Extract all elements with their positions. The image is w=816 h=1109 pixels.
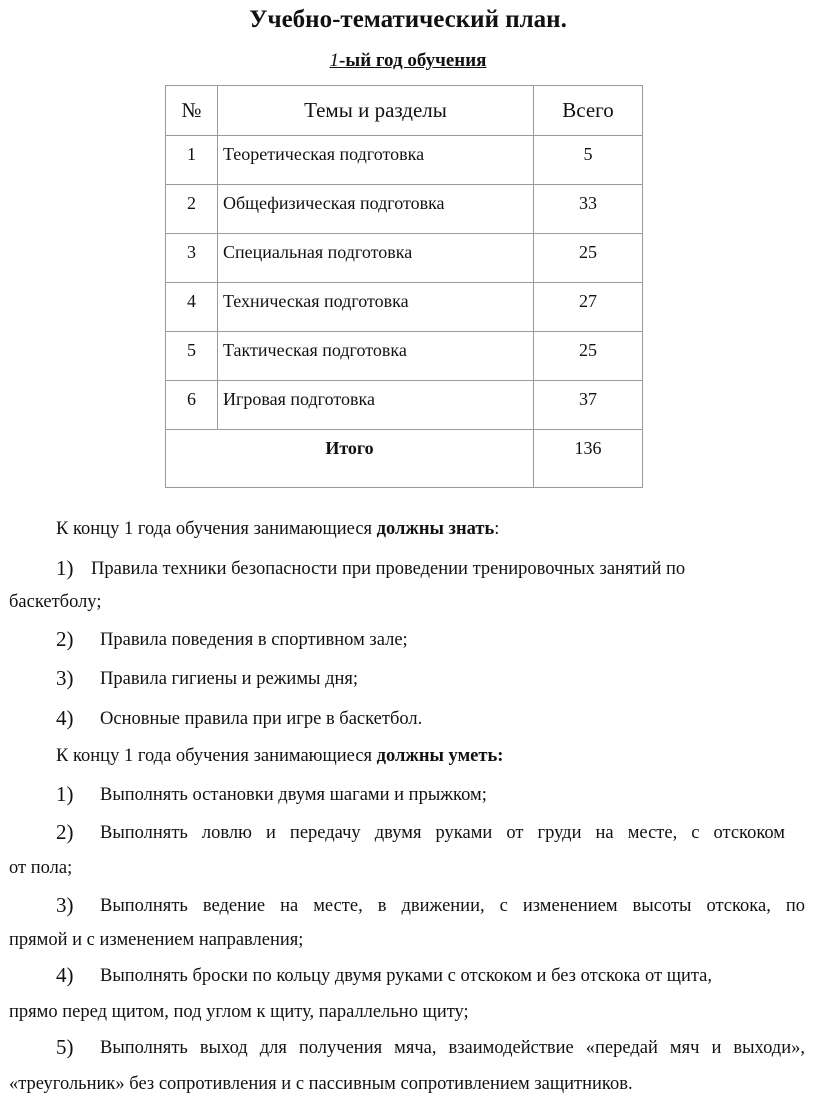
header-total: Всего [534,86,643,136]
know-item-2-line-1: Правила поведения в спортивном зале; [100,630,408,650]
can-item-4-line-2: прямо перед щитом, под углом к щиту, параллельно щиту; [9,1002,469,1022]
can-item-5-number: 5) [56,1035,74,1059]
row-total: 5 [534,136,643,185]
subtitle-text: -ый год обучения [339,50,487,71]
table-row [166,381,643,430]
year-number: 1 [329,50,340,71]
row-number: 3 [166,234,218,283]
header-topics: Темы и разделы [218,86,534,136]
row-number: 6 [166,381,218,430]
can-item-2-number: 2) [56,820,74,844]
row-total: 37 [534,381,643,430]
know-item-3-number: 3) [56,666,74,690]
table-row [166,283,643,332]
can-item-5-line-2: «треугольник» без сопротивления и с пассивным сопротивлением защитников. [9,1074,633,1094]
row-number: 1 [166,136,218,185]
table-row [166,185,643,234]
know-intro [56,519,499,540]
plan-table [165,85,643,488]
know-intro-text: К концу 1 года обучения занимающиеся [56,519,377,539]
can-intro-bold: должны уметь: [376,746,504,766]
can-item-2-line-2: от пола; [9,858,73,878]
know-item-1-number: 1) [56,556,74,580]
row-total: 33 [534,185,643,234]
page-title: Учебно-тематический план. [249,6,567,33]
total-value: 136 [534,430,643,488]
know-item-1-line-2: баскетболу; [9,592,102,612]
table-row [166,332,643,381]
know-item-2-number: 2) [56,627,74,651]
row-total: 27 [534,283,643,332]
table-header [166,86,643,136]
row-topic: Техническая подготовка [218,283,534,332]
know-intro-end: : [494,519,500,539]
can-item-1-number: 1) [56,782,74,806]
know-item-3-line-1: Правила гигиены и режимы дня; [100,669,359,689]
can-item-2-line-1: Выполнять ловлю и передачу двумя руками от груди на месте, с отскоком [100,823,785,843]
can-item-3-number: 3) [56,893,74,917]
can-item-4-number: 4) [56,963,74,987]
know-item-4-line-1: Основные правила при игре в баскетбол. [100,709,423,729]
subtitle [0,50,816,72]
header-number: № [166,86,218,136]
row-topic: Теоретическая подготовка [218,136,534,185]
can-intro [56,746,503,767]
can-item-3-line-1: Выполнять ведение на месте, в движении, с изменением высоты отскока, по [100,896,805,916]
row-topic: Игровая подготовка [218,381,534,430]
row-topic: Общефизическая подготовка [218,185,534,234]
row-total: 25 [534,332,643,381]
table-row [166,136,643,185]
can-item-4-line-1: Выполнять броски по кольцу двумя руками с отскоком и без отскока от щита, [100,966,712,986]
row-topic: Тактическая подготовка [218,332,534,381]
know-item-1-line-1: Правила техники безопасности при проведении тренировочных занятий по [91,559,686,579]
table-total-row [166,430,643,488]
total-label: Итого [166,430,534,488]
can-item-1-line-1: Выполнять остановки двумя шагами и прыжком; [100,785,487,805]
row-total: 25 [534,234,643,283]
know-intro-bold: должны знать [376,519,495,539]
row-number: 5 [166,332,218,381]
can-intro-text: К концу 1 года обучения занимающиеся [56,746,377,766]
table-row [166,234,643,283]
row-topic: Специальная подготовка [218,234,534,283]
can-item-5-line-1: Выполнять выход для получения мяча, взаимодействие «передай мяч и выходи», [100,1038,805,1058]
row-number: 2 [166,185,218,234]
know-item-4-number: 4) [56,706,74,730]
can-item-3-line-2: прямой и с изменением направления; [9,930,304,950]
row-number: 4 [166,283,218,332]
